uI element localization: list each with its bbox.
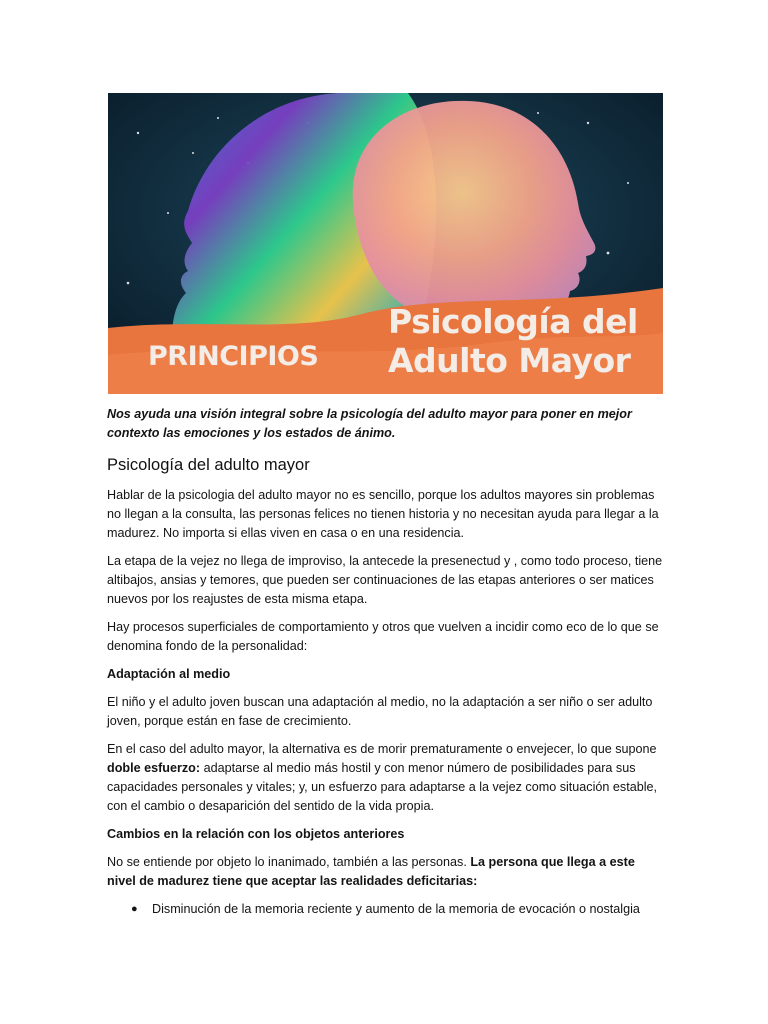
bullet-list xyxy=(107,900,663,919)
banner-title-line2: Adulto Mayor xyxy=(388,341,631,380)
paragraph-6 xyxy=(107,853,663,891)
paragraph-5-part-c: adaptarse al medio más hostil y con menor número de posibilidades para sus capacidades personales y vitales; y, un esfuerzo para adaptarse a la vejez como situación estable, con el cambio o desaparición del sentido de la vida propia. xyxy=(107,761,658,813)
document-body xyxy=(107,405,663,919)
paragraph-5-part-a: En el caso del adulto mayor, la alternativa es de morir prematuramente o envejecer, lo que supone xyxy=(107,742,657,756)
subheading-adaptacion: Adaptación al medio xyxy=(107,667,231,681)
paragraph-6-part-a: No se entiende por objeto lo inanimado, también a las personas. xyxy=(107,855,471,869)
paragraph-2: La etapa de la vejez no llega de improviso, la antecede la presenectud y , como todo proceso, tiene altibajos, ansias y temores, que pueden ser continuaciones de las etapas anteriores o ser matices nuevos por los reajustes de esta misma etapa. xyxy=(107,554,663,606)
paragraph-3: Hay procesos superficiales de comportamiento y otros que vuelven a incidir como eco de lo que se denomina fondo de la personalidad: xyxy=(107,620,659,653)
banner-label-principios: PRINCIPIOS xyxy=(148,341,319,372)
paragraph-6-bold: La persona que llega a este nivel de madurez tiene que aceptar las realidades deficitarias: xyxy=(107,855,635,888)
list-item-text: Disminución de la memoria reciente y aumento de la memoria de evocación o nostalgia xyxy=(152,902,640,916)
banner-image xyxy=(108,93,663,394)
paragraph-5-bold: doble esfuerzo: xyxy=(107,761,201,775)
paragraph-4: El niño y el adulto joven buscan una adaptación al medio, no la adaptación a ser niño o ser adulto joven, porque están en fase de crecimiento. xyxy=(107,695,653,728)
lead-paragraph: Nos ayuda una visión integral sobre la psicología del adulto mayor para poner en mejor contexto las emociones y los estados de ánimo. xyxy=(107,407,632,440)
paragraph-5 xyxy=(107,740,663,816)
paragraph-1: Hablar de la psicologia del adulto mayor no es sencillo, porque los adultos mayores sin problemas no llegan a la consulta, las personas felices no tienen historia y no necesitan ayuda para llegar a la madurez. No importa si ellas viven en casa o en una residencia. xyxy=(107,488,659,540)
list-item xyxy=(131,900,663,919)
section-heading: Psicología del adulto mayor xyxy=(107,456,310,474)
subheading-cambios: Cambios en la relación con los objetos anteriores xyxy=(107,827,405,841)
bullet-icon: ● xyxy=(131,903,138,915)
banner-title-line1: Psicología del xyxy=(388,302,638,341)
